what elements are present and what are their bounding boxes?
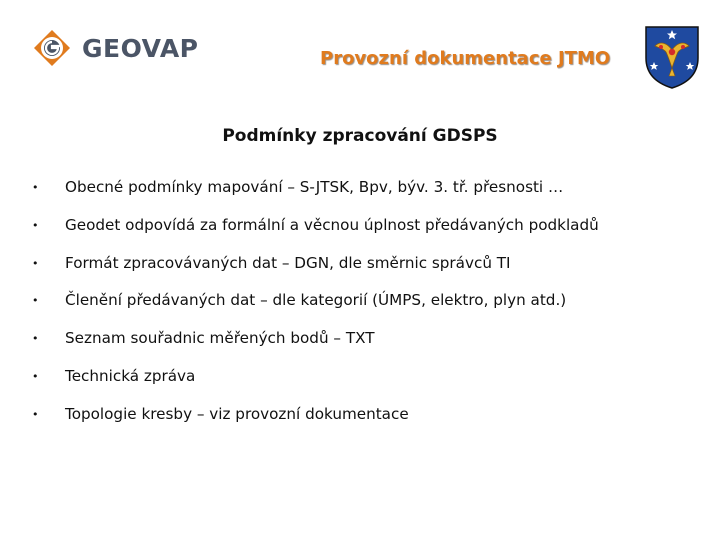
list-item — [32, 288, 566, 312]
bullet-text: Topologie kresby – viz provozní dokumentace — [65, 405, 409, 423]
bullet-text: Obecné podmínky mapování – S-JTSK, Bpv, býv. 3. tř. přesnosti … — [65, 178, 564, 196]
slide-title: Podmínky zpracování GDSPS — [222, 126, 498, 146]
list-item — [32, 175, 563, 199]
list-item — [32, 364, 195, 388]
bullet-icon: • — [32, 331, 39, 345]
city-coat-of-arms-icon — [643, 24, 701, 90]
list-item — [32, 402, 409, 426]
list-item — [32, 251, 511, 275]
list-item — [32, 213, 599, 237]
bullet-icon: • — [32, 407, 39, 421]
document-title: Provozní dokumentace JTMO — [320, 48, 611, 69]
list-item — [32, 326, 375, 350]
geovap-logo-icon — [32, 28, 72, 68]
geovap-logo — [32, 28, 199, 68]
bullet-icon: • — [32, 256, 39, 270]
logo-text: GEOVAP — [82, 33, 199, 63]
bullet-text: Členění předávaných dat – dle kategorií (ÚMPS, elektro, plyn atd.) — [65, 291, 567, 309]
bullet-text: Technická zpráva — [65, 367, 196, 385]
bullet-icon: • — [32, 369, 39, 383]
bullet-text: Formát zpracovávaných dat – DGN, dle směrnic správců TI — [65, 254, 511, 272]
bullet-icon: • — [32, 293, 39, 307]
bullet-icon: • — [32, 180, 39, 194]
bullet-text: Geodet odpovídá za formální a věcnou úplnost předávaných podkladů — [65, 216, 599, 234]
bullet-text: Seznam souřadnic měřených bodů – TXT — [65, 329, 375, 347]
bullet-icon: • — [32, 218, 39, 232]
